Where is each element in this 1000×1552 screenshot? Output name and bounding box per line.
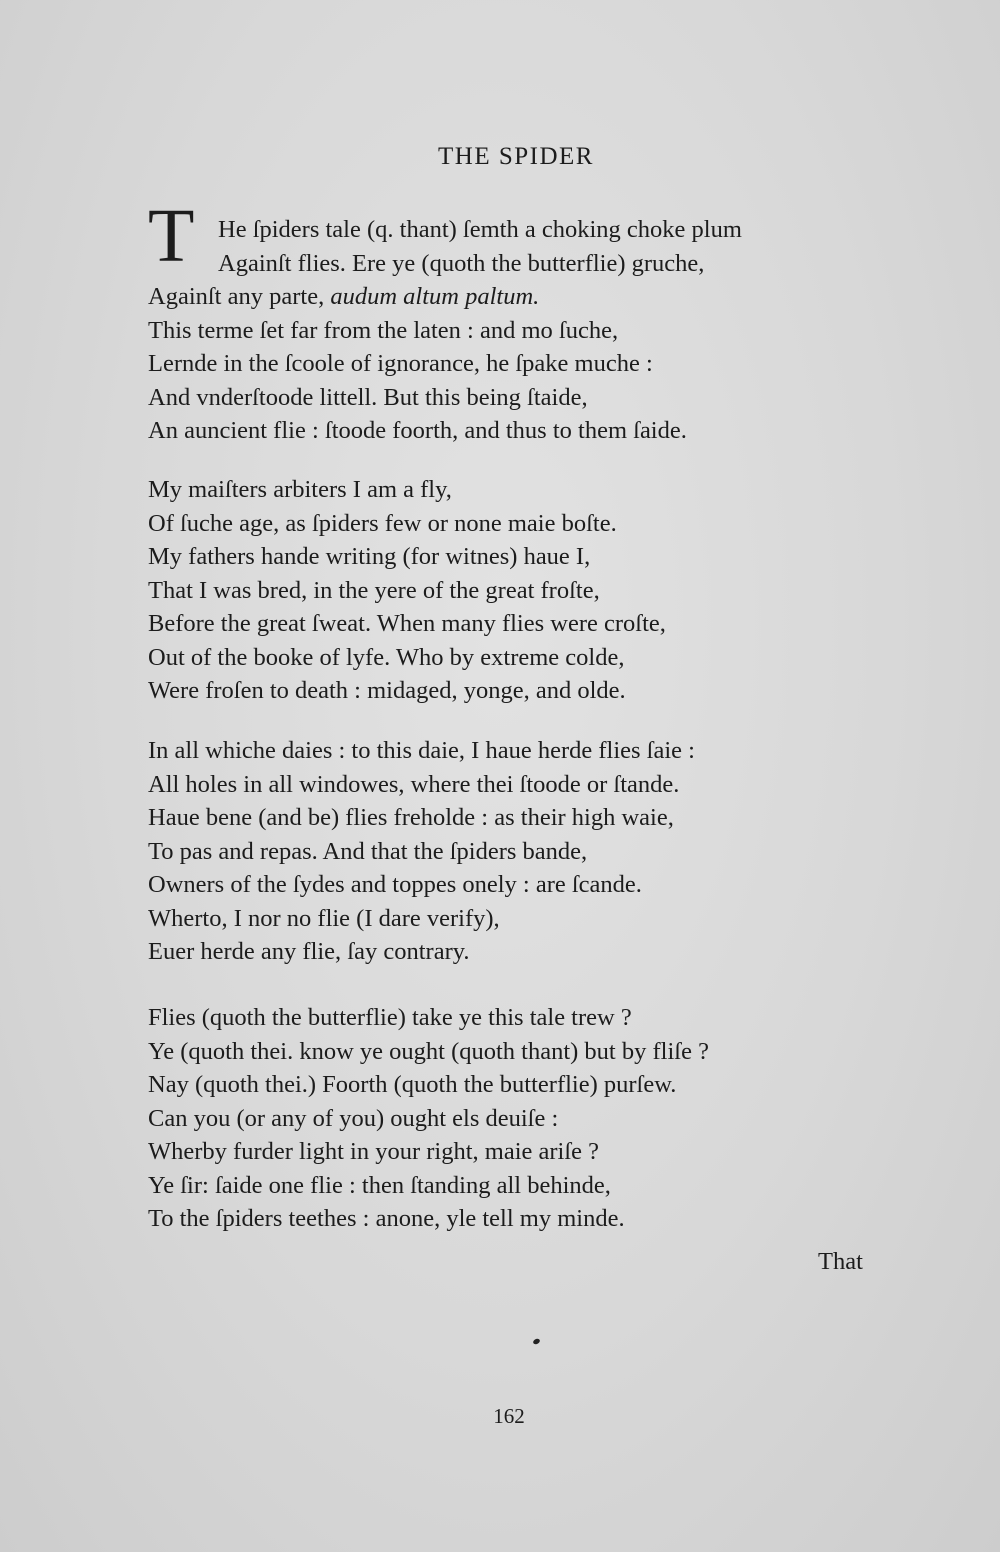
poem-line: Wherto, I nor no flie (I dare verify), [148, 904, 500, 932]
italic-phrase: audum altum paltum. [330, 283, 540, 310]
poem-line: Euer herde any flie, ſay contrary. [148, 938, 470, 965]
poem-line: In all whiche daies : to this daie, I haue herde flies ſaie : [148, 737, 695, 764]
poem-line: Ye (quoth thei. know ye ought (quoth thant) but by fliſe ? [148, 1037, 709, 1065]
poem-line: All holes in all windowes, where thei ſtoode or ſtande. [148, 770, 680, 798]
poem-line: To pas and repas. And that the ſpiders bande, [148, 837, 588, 865]
poem-line-text: Againſt any parte, [148, 283, 331, 310]
poem-line: Of ſuche age, as ſpiders few or none maie boſte. [148, 509, 617, 537]
poem-line: And vnderſtoode littell. But this being ſtaide, [148, 383, 588, 411]
poem-line: This terme ſet far from the laten : and mo ſuche, [148, 316, 619, 344]
poem-line: Haue bene (and be) flies freholde : as their high waie, [148, 804, 674, 831]
poem-line: Wherby furder light in your right, maie ariſe ? [148, 1138, 600, 1165]
poem-line: Flies (quoth the butterflie) take ye this tale trew ? [148, 1004, 632, 1031]
poem-line: Nay (quoth thei.) Foorth (quoth the butterflie) purſew. [148, 1071, 677, 1098]
poem-line: He ſpiders tale (q. thant) ſemth a choking choke plum [218, 216, 742, 243]
running-title: THE SPIDER [438, 143, 594, 170]
poem-line [148, 280, 908, 314]
poem-line: To the ſpiders teethes : anone, yle tell my minde. [148, 1205, 625, 1232]
poem-line: An auncient flie : ſtoode foorth, and thus to them ſaide. [148, 417, 687, 444]
poem-line: Lernde in the ſcoole of ignorance, he ſpake muche : [148, 350, 653, 377]
poem-line: Before the great ſweat. When many flies were croſte, [148, 610, 666, 637]
poem-line: Againſt flies. Ere ye (quoth the butterflie) gruche, [218, 249, 705, 277]
poem-line: Owners of the ſydes and toppes onely : are ſcande. [148, 871, 642, 898]
poem-line: My fathers hande writing (for witnes) haue I, [148, 543, 591, 570]
page-number: 162 [493, 1404, 525, 1428]
poem-line: Can you (or any of you) ought els deuiſe : [148, 1104, 559, 1132]
poem-line: My maiſters arbiters I am a fly, [148, 476, 452, 503]
poem-line: That I was bred, in the yere of the great froſte, [148, 576, 600, 604]
poem-line: Ye ſir: ſaide one flie : then ſtanding all behinde, [148, 1171, 611, 1199]
stanza-1 [148, 213, 908, 448]
catchword: That [818, 1248, 863, 1275]
poem-line: Were froſen to death : midaged, yonge, and olde. [148, 677, 626, 704]
stanza-3 [148, 734, 908, 969]
stanza-2 [148, 473, 908, 708]
stanza-4 [148, 1001, 908, 1236]
ink-mark [532, 1338, 540, 1345]
drop-cap: T [148, 194, 195, 278]
poem-line: Out of the booke of lyfe. Who by extreme colde, [148, 643, 625, 671]
